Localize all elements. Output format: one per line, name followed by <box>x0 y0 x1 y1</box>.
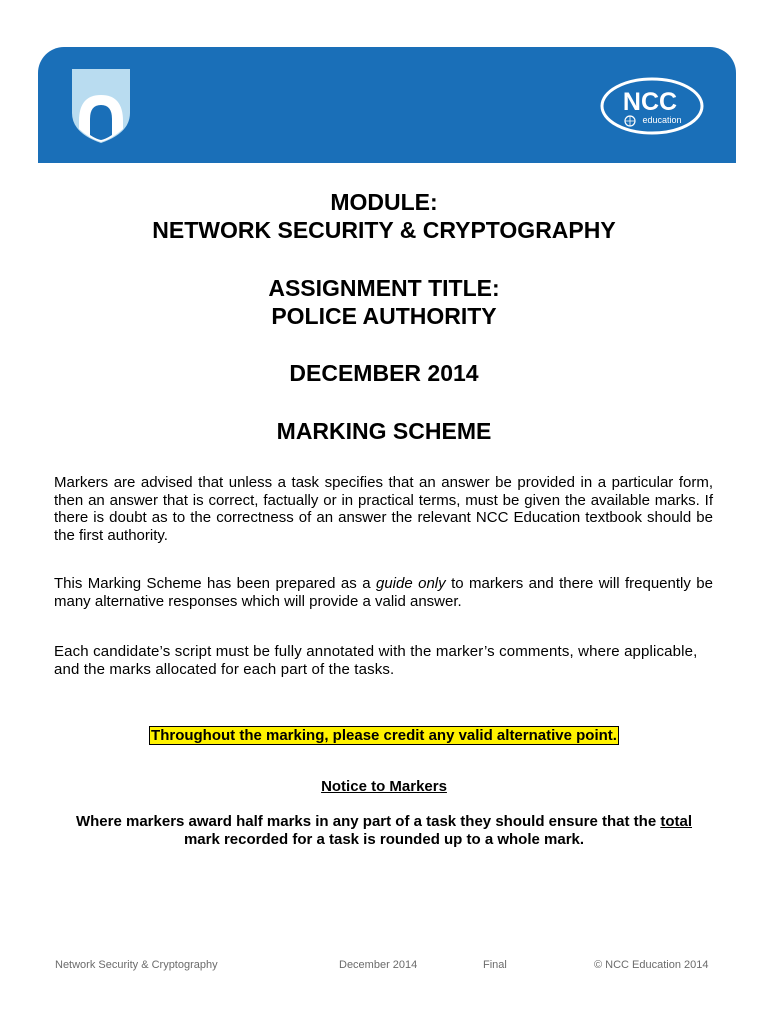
annotation-paragraph: Each candidate’s script must be fully annotated with the marker’s comments, where applicable, and the marks allocated for each part of the tasks. <box>54 643 698 678</box>
shield-logo-icon <box>72 69 130 143</box>
notice-text: Where markers award half marks in any part of a task they should ensure that the total mark recorded for a task is rounded up to a whole mark. <box>75 813 693 848</box>
brand-name: NCC <box>622 88 678 116</box>
module-label: MODULE: <box>330 189 438 215</box>
guide-only-emphasis: guide only <box>375 575 446 592</box>
footer-copyright: © NCC Education 2014 <box>594 959 709 971</box>
brand-sub: education <box>642 115 682 125</box>
footer-module: Network Security & Cryptography <box>55 959 218 971</box>
assignment-name: POLICE AUTHORITY <box>271 303 497 329</box>
highlighted-text: Throughout the marking, please credit any valid alternative point. <box>151 727 617 744</box>
document-type-heading: MARKING SCHEME <box>276 418 492 444</box>
intro-paragraph: Markers are advised that unless a task specifies that an answer be provided in a particular form, then an answer that is correct, factually or in practical terms, must be given the available marks. If there is doubt as to the correctness of an answer the relevant NCC Education textbook should be the first authority. <box>54 474 713 544</box>
header-banner <box>38 47 736 163</box>
credit-notice <box>0 727 768 745</box>
guide-paragraph: This Marking Scheme has been prepared as a guide only to markers and there will frequently be many alternative responses which will provide a valid answer. <box>54 575 713 610</box>
ncc-education-logo-icon <box>600 77 704 135</box>
notice-title: Notice to Markers <box>321 778 447 795</box>
assignment-label: ASSIGNMENT TITLE: <box>268 275 500 301</box>
footer-status: Final <box>483 959 507 971</box>
date-heading: DECEMBER 2014 <box>289 360 479 386</box>
footer-date: December 2014 <box>339 959 418 971</box>
module-name: NETWORK SECURITY & CRYPTOGRAPHY <box>152 217 616 243</box>
